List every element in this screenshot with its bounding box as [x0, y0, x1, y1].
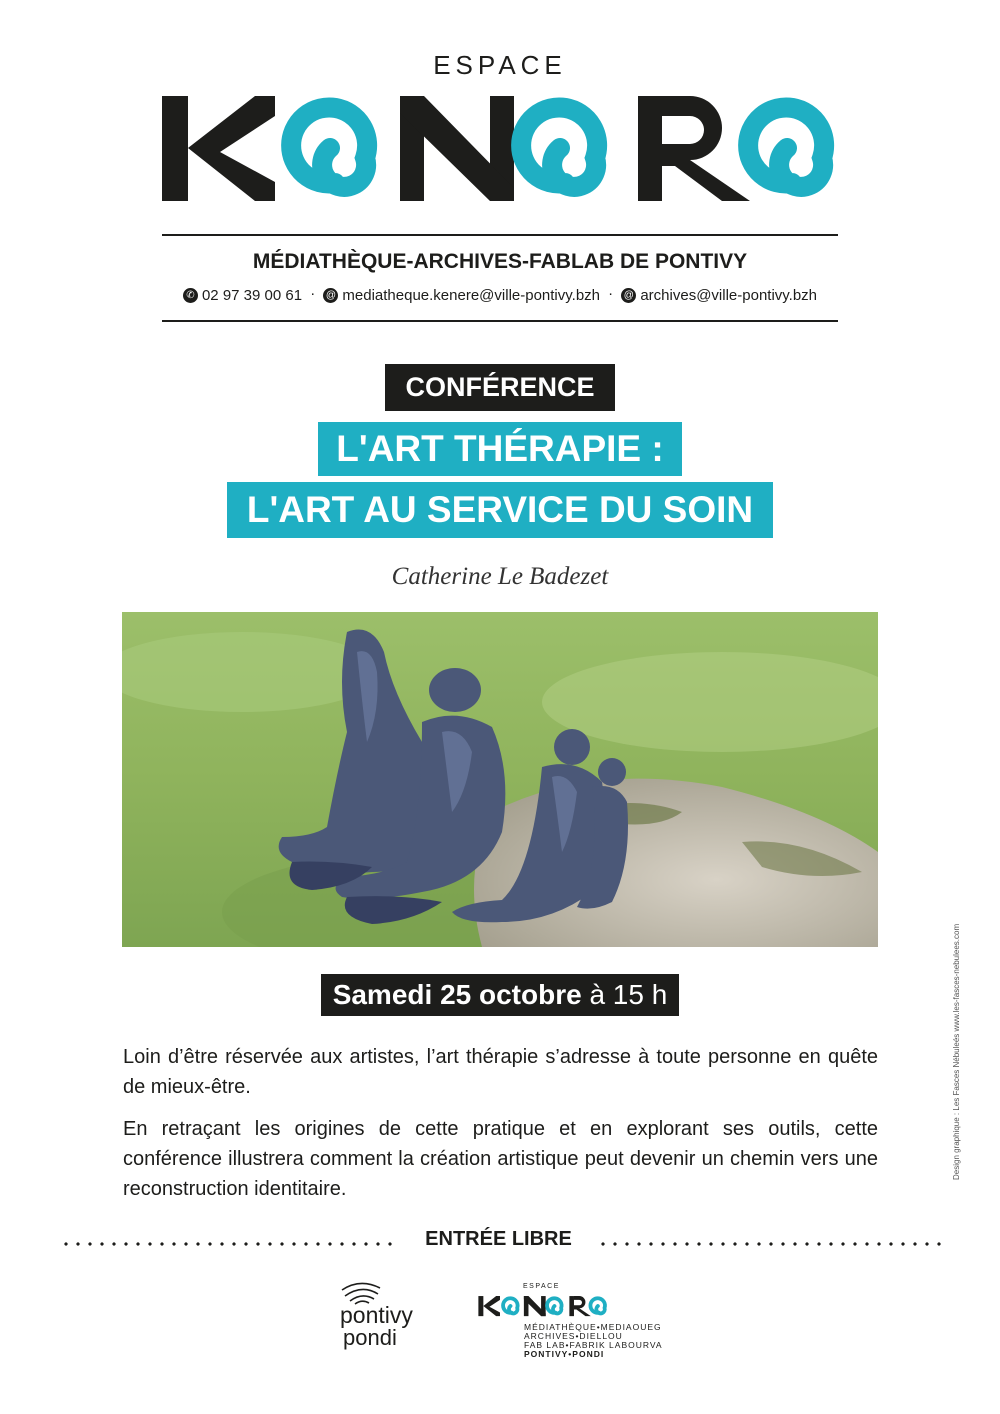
email-archives-text: archives@ville-pontivy.bzh — [640, 287, 818, 304]
small-logo-line2: ARCHIVES•DIELLOU — [524, 1331, 623, 1341]
at-icon: @ — [323, 288, 338, 303]
kenere-small-logo — [478, 1292, 608, 1320]
speaker-name: Catherine Le Badezet — [391, 563, 609, 590]
small-espace-label: ESPACE — [523, 1283, 560, 1290]
subtitle: MÉDIATHÈQUE-ARCHIVES-FABLAB DE PONTIVY — [252, 250, 748, 273]
phone-contact[interactable] — [183, 287, 302, 304]
small-logo-line3: FAB LAB•FABRIK LABOURVA — [524, 1340, 663, 1350]
separator: · — [310, 285, 316, 302]
separator: · — [608, 285, 614, 302]
event-type: CONFÉRENCE — [385, 364, 614, 411]
phone-number: 02 97 39 00 61 — [201, 287, 303, 304]
event-date-time: à 15 h — [581, 979, 668, 1010]
event-title-line1: L'ART THÉRAPIE : — [318, 422, 681, 476]
description-paragraph-1: Loin d’être réservée aux artistes, l’art thérapie s’adresse à toute personne en quête de mieux-être. — [123, 1046, 878, 1098]
kenere-logo — [160, 88, 840, 208]
small-logo-line4: PONTIVY•PONDI — [524, 1349, 605, 1359]
top-rule — [162, 234, 838, 236]
email-mediatheque-text: mediatheque.kenere@ville-pontivy.bzh — [342, 287, 600, 304]
dotted-divider-right — [597, 1242, 942, 1246]
at-icon: @ — [621, 288, 636, 303]
contact-line — [0, 285, 1000, 304]
pontivy-logo-line2: pondi — [343, 1325, 397, 1350]
event-type-wrap — [0, 364, 1000, 411]
description-paragraph-2: En retraçant les origines de cette pratique et en explorant ses outils, cette conférence illustrera comment la création artistique peut devenir un chemin vers une reconstruction identitaire. — [123, 1118, 878, 1200]
small-logo-line1: MÉDIATHÈQUE•MEDIAOUEG — [524, 1322, 662, 1332]
bottom-rule — [162, 320, 838, 322]
event-date-day: Samedi 25 octobre — [332, 979, 582, 1010]
title-line1-wrap — [0, 422, 1000, 476]
email-archives[interactable] — [621, 287, 817, 304]
phone-icon: ✆ — [183, 288, 198, 303]
espace-label: ESPACE — [433, 50, 567, 80]
dotted-divider-left — [60, 1242, 400, 1246]
pontivy-logo-line1: pontivy — [340, 1302, 413, 1328]
entry-label: ENTRÉE LIBRE — [425, 1228, 572, 1250]
event-title-line2: L'ART AU SERVICE DU SOIN — [227, 482, 773, 538]
title-line2-wrap — [0, 482, 1000, 538]
sculpture-photo — [122, 612, 878, 947]
event-date — [321, 974, 680, 1016]
design-credit: Design graphique : Les Fasces Nébuleés www.les-fasces-nebulees.com — [952, 923, 961, 1180]
date-wrap — [0, 974, 1000, 1016]
email-mediatheque[interactable] — [323, 287, 600, 304]
